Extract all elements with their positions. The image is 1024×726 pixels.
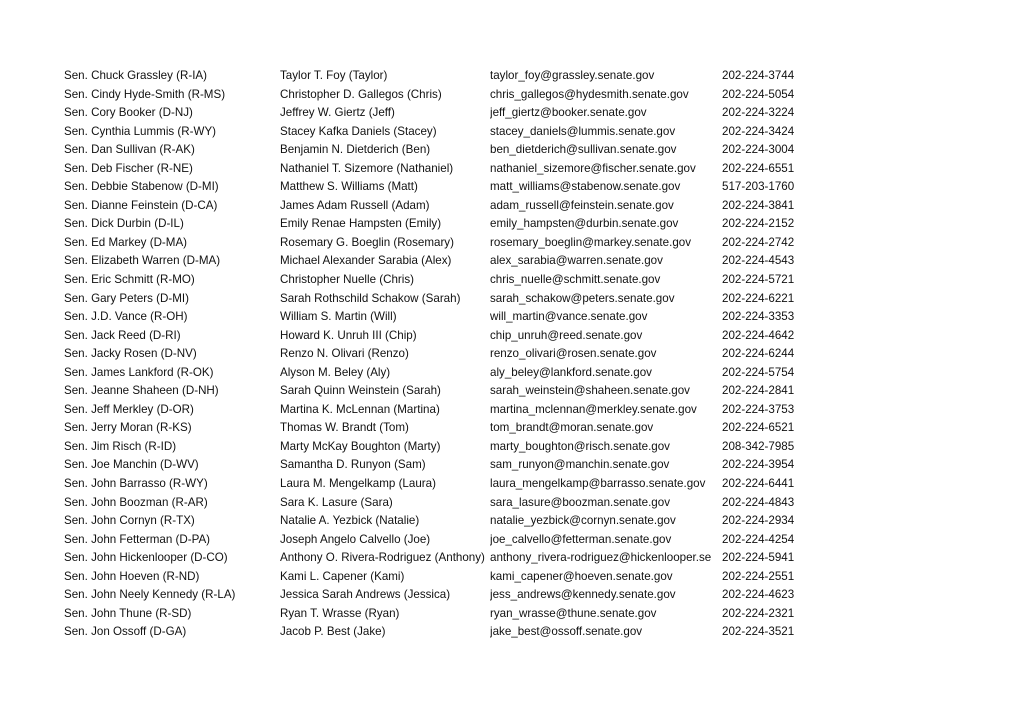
- senator-cell: Sen. Jeff Merkley (D-OR): [64, 402, 194, 416]
- staff-contact-cell: Howard K. Unruh III (Chip): [280, 328, 417, 342]
- phone-cell: 202-224-2152: [722, 217, 795, 231]
- phone-cell: 202-224-2742: [722, 235, 795, 249]
- senator-cell: Sen. J.D. Vance (R-OH): [64, 310, 188, 324]
- phone-cell: 202-224-6221: [722, 291, 795, 305]
- senator-cell: Sen. Joe Manchin (D-WV): [64, 458, 199, 472]
- senator-cell: Sen. Ed Markey (D-MA): [64, 235, 188, 249]
- email-cell: laura_mengelkamp@barrasso.senate.gov: [490, 477, 706, 491]
- phone-cell: 202-224-6244: [722, 347, 795, 361]
- staff-contact-cell: Marty McKay Boughton (Marty): [280, 439, 441, 453]
- email-cell: chris_gallegos@hydesmith.senate.gov: [490, 87, 689, 101]
- phone-cell: 202-224-2321: [722, 606, 795, 620]
- staff-contact-cell: Kami L. Capener (Kami): [280, 569, 405, 583]
- phone-cell: 202-224-3954: [722, 458, 795, 472]
- email-cell: anthony_rivera-rodriguez@hickenlooper.se: [490, 551, 712, 565]
- email-cell: ryan_wrasse@thune.senate.gov: [490, 606, 657, 620]
- email-cell: emily_hampsten@durbin.senate.gov: [490, 217, 679, 231]
- email-cell: sara_lasure@boozman.senate.gov: [490, 495, 670, 509]
- staff-contact-cell: Stacey Kafka Daniels (Stacey): [280, 124, 437, 138]
- email-cell: nathaniel_sizemore@fischer.senate.gov: [490, 161, 696, 175]
- staff-contact-cell: Nathaniel T. Sizemore (Nathaniel): [280, 161, 454, 175]
- staff-contact-cell: Martina K. McLennan (Martina): [280, 402, 440, 416]
- phone-cell: 202-224-4254: [722, 532, 795, 546]
- phone-cell: 202-224-5054: [722, 87, 795, 101]
- senator-cell: Sen. John Boozman (R-AR): [64, 495, 208, 509]
- staff-contact-cell: Emily Renae Hampsten (Emily): [280, 217, 442, 231]
- phone-cell: 202-224-6441: [722, 477, 795, 491]
- staff-contact-cell: Thomas W. Brandt (Tom): [280, 421, 409, 435]
- senator-cell: Sen. Dick Durbin (D-IL): [64, 217, 184, 231]
- phone-cell: 202-224-5941: [722, 551, 795, 565]
- staff-contact-cell: Renzo N. Olivari (Renzo): [280, 347, 409, 361]
- senator-cell: Sen. Chuck Grassley (R-IA): [64, 69, 208, 82]
- senator-cell: Sen. Jim Risch (R-ID): [64, 439, 177, 453]
- staff-contact-cell: Ryan T. Wrasse (Ryan): [280, 606, 400, 620]
- senator-cell: Sen. Cory Booker (D-NJ): [64, 106, 193, 120]
- email-cell: alex_sarabia@warren.senate.gov: [490, 254, 663, 268]
- staff-contact-cell: Sara K. Lasure (Sara): [280, 495, 393, 509]
- staff-contact-cell: William S. Martin (Will): [280, 310, 397, 324]
- staff-contact-cell: Jessica Sarah Andrews (Jessica): [280, 588, 451, 602]
- email-cell: ben_dietderich@sullivan.senate.gov: [490, 143, 677, 157]
- staff-contact-cell: Sarah Rothschild Schakow (Sarah): [280, 291, 461, 305]
- email-cell: tom_brandt@moran.senate.gov: [490, 421, 654, 435]
- email-cell: sarah_schakow@peters.senate.gov: [490, 291, 675, 305]
- email-cell: rosemary_boeglin@markey.senate.gov: [490, 235, 692, 249]
- staff-contact-cell: Joseph Angelo Calvello (Joe): [280, 532, 431, 546]
- staff-contact-cell: Jeffrey W. Giertz (Jeff): [280, 106, 395, 120]
- phone-cell: 202-224-3753: [722, 402, 795, 416]
- staff-contact-cell: Natalie A. Yezbick (Natalie): [280, 514, 420, 528]
- senator-cell: Sen. Deb Fischer (R-NE): [64, 161, 193, 175]
- phone-cell: 202-224-6551: [722, 161, 795, 175]
- senator-cell: Sen. John Barrasso (R-WY): [64, 477, 208, 491]
- phone-cell: 202-224-3841: [722, 198, 795, 212]
- senator-cell: Sen. Jeanne Shaheen (D-NH): [64, 384, 219, 398]
- email-cell: aly_beley@lankford.senate.gov: [490, 365, 652, 379]
- staff-contact-cell: Rosemary G. Boeglin (Rosemary): [280, 235, 454, 249]
- phone-cell: 202-224-4642: [722, 328, 795, 342]
- senator-cell: Sen. John Thune (R-SD): [64, 606, 192, 620]
- phone-cell: 202-224-3224: [722, 106, 795, 120]
- phone-cell: 202-224-2934: [722, 514, 795, 528]
- email-cell: chris_nuelle@schmitt.senate.gov: [490, 273, 661, 287]
- email-cell: renzo_olivari@rosen.senate.gov: [490, 347, 657, 361]
- staff-contact-cell: Matthew S. Williams (Matt): [280, 180, 418, 194]
- senator-cell: Sen. John Hoeven (R-ND): [64, 569, 200, 583]
- email-cell: jake_best@ossoff.senate.gov: [490, 625, 643, 639]
- staff-contact-cell: Taylor T. Foy (Taylor): [280, 69, 388, 82]
- phone-cell: 202-224-4843: [722, 495, 795, 509]
- senator-cell: Sen. Cindy Hyde-Smith (R-MS): [64, 87, 226, 101]
- email-cell: matt_williams@stabenow.senate.gov: [490, 180, 681, 194]
- senator-cell: Sen. Dianne Feinstein (D-CA): [64, 198, 218, 212]
- senator-cell: Sen. Jacky Rosen (D-NV): [64, 347, 197, 361]
- staff-contact-cell: James Adam Russell (Adam): [280, 198, 430, 212]
- phone-cell: 202-224-5754: [722, 365, 795, 379]
- email-cell: marty_boughton@risch.senate.gov: [490, 439, 670, 453]
- staff-contact-cell: Michael Alexander Sarabia (Alex): [280, 254, 452, 268]
- staff-contact-cell: Alyson M. Beley (Aly): [280, 365, 391, 379]
- phone-cell: 202-224-3744: [722, 69, 795, 82]
- email-cell: chip_unruh@reed.senate.gov: [490, 328, 643, 342]
- phone-cell: 202-224-4543: [722, 254, 795, 268]
- email-cell: adam_russell@feinstein.senate.gov: [490, 198, 674, 212]
- email-cell: joe_calvello@fetterman.senate.gov: [490, 532, 672, 546]
- senator-cell: Sen. John Neely Kennedy (R-LA): [64, 588, 236, 602]
- staff-contact-cell: Samantha D. Runyon (Sam): [280, 458, 426, 472]
- phone-cell: 202-224-3521: [722, 625, 795, 639]
- staff-contact-cell: Benjamin N. Dietderich (Ben): [280, 143, 431, 157]
- phone-cell: 202-224-2841: [722, 384, 795, 398]
- phone-cell: 202-224-3424: [722, 124, 795, 138]
- senator-cell: Sen. Dan Sullivan (R-AK): [64, 143, 195, 157]
- email-cell: kami_capener@hoeven.senate.gov: [490, 569, 673, 583]
- phone-cell: 202-224-4623: [722, 588, 795, 602]
- phone-cell: 202-224-6521: [722, 421, 795, 435]
- phone-cell: 202-224-5721: [722, 273, 795, 287]
- staff-contact-cell: Christopher Nuelle (Chris): [280, 273, 415, 287]
- email-cell: natalie_yezbick@cornyn.senate.gov: [490, 514, 676, 528]
- senator-cell: Sen. James Lankford (R-OK): [64, 365, 214, 379]
- senator-cell: Sen. Debbie Stabenow (D-MI): [64, 180, 219, 194]
- staff-contact-cell: Sarah Quinn Weinstein (Sarah): [280, 384, 441, 398]
- email-cell: martina_mclennan@merkley.senate.gov: [490, 402, 697, 416]
- email-cell: stacey_daniels@lummis.senate.gov: [490, 124, 676, 138]
- phone-cell: 202-224-3353: [722, 310, 795, 324]
- phone-cell: 202-224-3004: [722, 143, 795, 157]
- email-cell: jeff_giertz@booker.senate.gov: [490, 106, 647, 120]
- email-cell: sam_runyon@manchin.senate.gov: [490, 458, 670, 472]
- senator-cell: Sen. Gary Peters (D-MI): [64, 291, 189, 305]
- email-cell: will_martin@vance.senate.gov: [490, 310, 648, 324]
- staff-contact-cell: Jacob P. Best (Jake): [280, 625, 386, 639]
- staff-contact-cell: Christopher D. Gallegos (Chris): [280, 87, 442, 101]
- email-cell: taylor_foy@grassley.senate.gov: [490, 69, 655, 82]
- senator-cell: Sen. Eric Schmitt (R-MO): [64, 273, 195, 287]
- staff-contact-cell: Anthony O. Rivera-Rodriguez (Anthony): [280, 551, 485, 565]
- senator-cell: Sen. John Fetterman (D-PA): [64, 532, 211, 546]
- senator-cell: Sen. John Hickenlooper (D-CO): [64, 551, 228, 565]
- email-cell: sarah_weinstein@shaheen.senate.gov: [490, 384, 690, 398]
- phone-cell: 208-342-7985: [722, 439, 795, 453]
- senator-cell: Sen. Elizabeth Warren (D-MA): [64, 254, 221, 268]
- email-cell: jess_andrews@kennedy.senate.gov: [490, 588, 676, 602]
- senator-cell: Sen. John Cornyn (R-TX): [64, 514, 195, 528]
- staff-contact-cell: Laura M. Mengelkamp (Laura): [280, 477, 436, 491]
- phone-cell: 517-203-1760: [722, 180, 795, 194]
- senator-cell: Sen. Jerry Moran (R-KS): [64, 421, 192, 435]
- senator-cell: Sen. Cynthia Lummis (R-WY): [64, 124, 217, 138]
- phone-cell: 202-224-2551: [722, 569, 795, 583]
- senator-cell: Sen. Jon Ossoff (D-GA): [64, 625, 187, 639]
- senator-cell: Sen. Jack Reed (D-RI): [64, 328, 181, 342]
